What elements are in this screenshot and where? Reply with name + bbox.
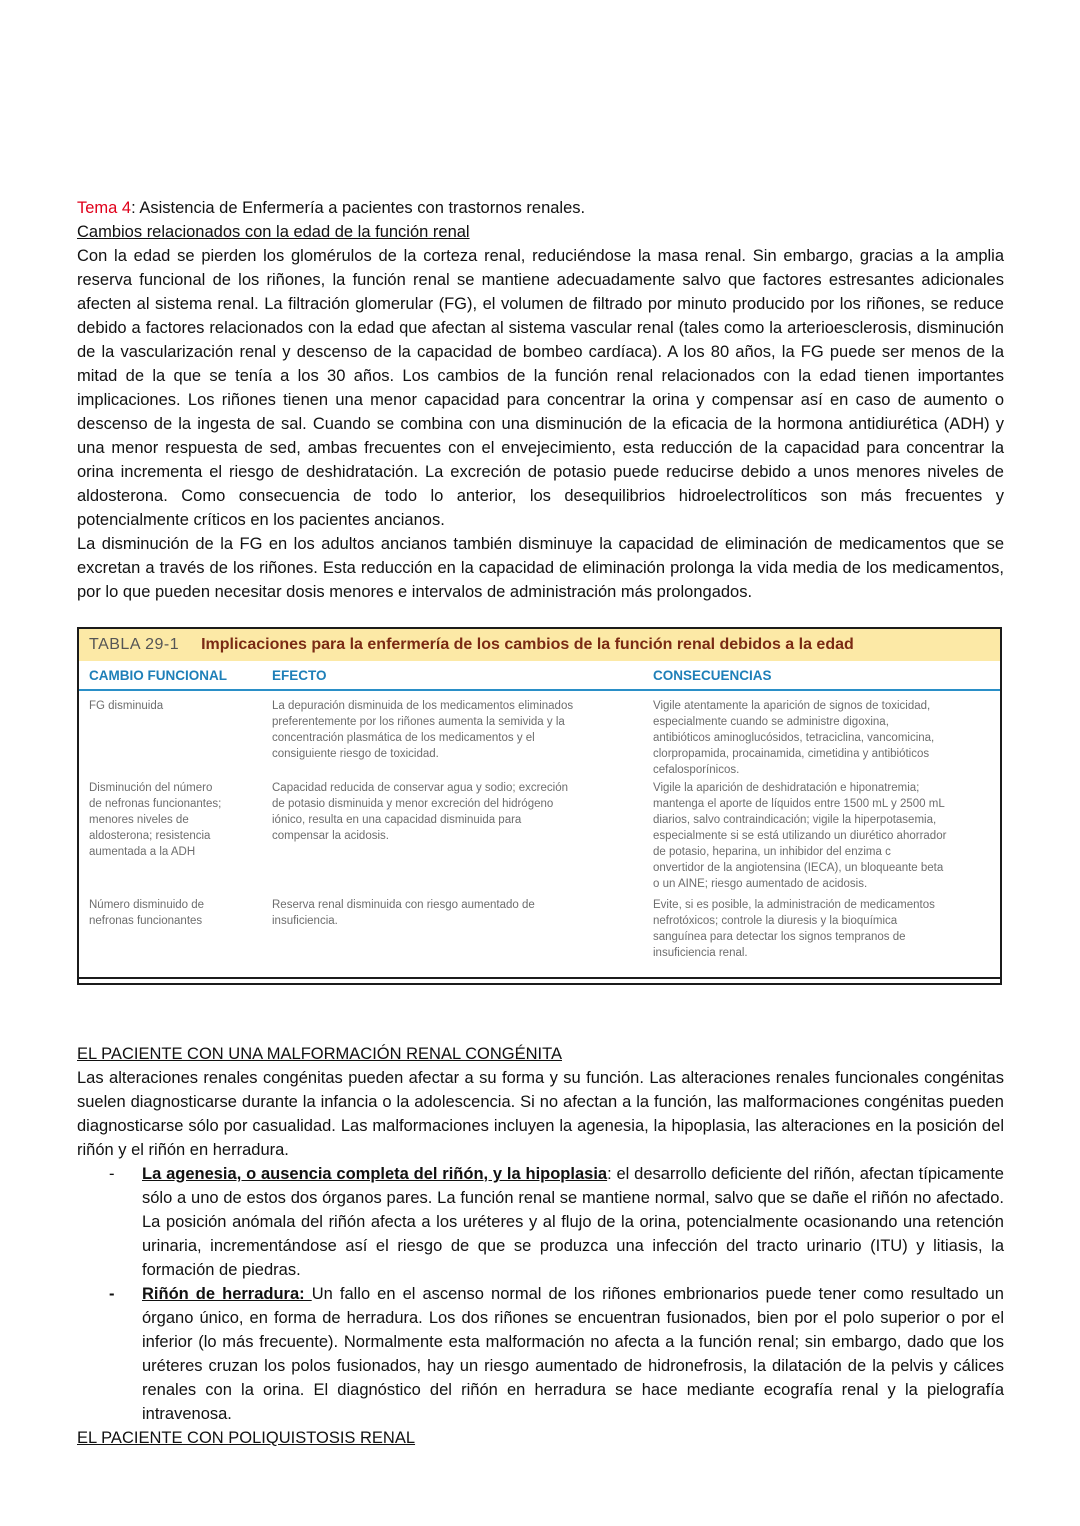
- topic-heading: [77, 196, 1004, 220]
- paragraph-age-changes: Con la edad se pierden los glomérulos de la corteza renal, reduciéndose la masa renal. Sin embargo, gracias a la amplia reserva funcional de los riñones, la función renal se mantiene adecuadamente salvo que factores estresantes adicionales afecten al sistema renal. La filtración glomerular (FG), el volumen de filtrado por minuto producido por los riñones, se reduce debido a factores relacionados con la edad que afectan al sistema vascular renal (tales como la arterioesclerosis, disminución de la vascularización renal y descenso de la capacidad de bombeo cardíaca). A los 80 años, la FG puede ser menos de la mitad de la que se tenía a los 30 años. Los cambios de la función renal relacionados con la edad tienen importantes implicaciones. Los riñones tienen una menor capacidad para concentrar la orina y compensar así en caso de aumento o descenso de la ingesta de sal. Cuando se combina con una disminución de la eficacia de la hormona antidiurética (ADH) y una menor respuesta de sed, ambas frecuentes con el envejecimiento, esta reducción de la capacidad para concentrar la orina incrementa el riesgo de deshidratación. La excreción de potasio puede reducirse debido a unos menores niveles de aldosterona. Como consecuencia de todo lo anterior, los desequilibrios hidroelectrolíticos son más frecuentes y potencialmente críticos en los pacientes ancianos.: [77, 247, 1004, 529]
- table-29-1: [77, 627, 1002, 985]
- table-number: TABLA 29-1: [89, 636, 180, 653]
- list-item-text: Un fallo en el ascenso normal de los riñones embrionarios puede tener como resultado un órgano único, en forma de herradura. Los dos riñones se encuentran fusionados, bien por el polo superior o por el inferior (lo más frecuente). Normalmente esta malformación no afecta a la función renal; sin embargo, dado que los uréteres cruzan los polos fusionados, hay un riesgo aumentado de hidronefrosis, la dilatación de la pelvis y cálices renales con la orina. El diagnóstico del riñón en herradura se hace mediante ecografía renal y la pielografía intravenosa.: [142, 1285, 1004, 1423]
- section-congenital: [77, 1042, 1004, 1450]
- table-row: [79, 897, 1000, 967]
- table-bottom-rule: [79, 977, 1000, 979]
- table-caption: Implicaciones para la enfermería de los cambios de la función renal debidos a la edad: [201, 636, 854, 653]
- list-item-term: La agenesia, o ausencia completa del riñón, y la hipoplasia: [142, 1165, 608, 1183]
- bullet-dash: -: [109, 1285, 115, 1303]
- table-header-row: [79, 661, 1000, 691]
- section-title-congenital: EL PACIENTE CON UNA MALFORMACIÓN RENAL CONGÉNITA: [77, 1045, 562, 1063]
- cell-cambio: Número disminuido de nefronas funcionantes: [89, 899, 205, 927]
- cell-efecto: Capacidad reducida de conservar agua y sodio; excreción de potasio disminuida y menor excreción del hidrógeno iónico, resulta en una capacidad disminuida para compensar la acidosis.: [272, 782, 568, 842]
- topic-title: : Asistencia de Enfermería a pacientes con trastornos renales.: [131, 199, 586, 217]
- cell-consecuencias: Vigile atentamente la aparición de signos de toxicidad, especialmente cuando se administre digoxina, antibióticos aminoglucósidos, tetraciclina, vancomicina, clorpropamida, procainamida, cimetidina y antibióticos cefalosporínicos.: [653, 700, 935, 776]
- list-item-herradura: [77, 1282, 1004, 1426]
- document-body: [77, 196, 1004, 604]
- list-item-agenesia: [77, 1162, 1004, 1282]
- list-item-text: : el desarrollo deficiente del riñón, afectan típicamente sólo a uno de estos dos órganos pares. La función renal se mantiene normal, salvo que se dañe el riñón no afectado. La posición anómala del riñón afecta a los uréteres y al flujo de la orina, potencialmente ocasionando una retención urinaria, incrementándose así el riesgo de que se produzca una infección del tracto urinario (ITU) y litiasis, la formación de piedras.: [142, 1165, 1004, 1279]
- table-title-bar: [79, 629, 1000, 661]
- malformation-list: [77, 1162, 1004, 1426]
- column-header-consecuencias: CONSECUENCIAS: [653, 667, 772, 683]
- cell-efecto: La depuración disminuida de los medicamentos eliminados preferentemente por los riñones aumenta la semivida y la concentración plasmática de los medicamentos y el consiguiente riesgo de toxicidad.: [272, 700, 574, 760]
- cell-cambio: FG disminuida: [89, 700, 164, 712]
- column-header-cambio: CAMBIO FUNCIONAL: [89, 667, 227, 683]
- bullet-dash: -: [109, 1165, 115, 1183]
- cell-consecuencias: Vigile la aparición de deshidratación e hiponatremia; mantenga el aporte de líquidos entre 1500 mL y 2500 mL diarios, salvo contraindicación; vigile la hiperpotasemia, especialmente si se está utilizando un diurético ahorrador de potasio, heparina, un inhibidor del enzima c onvertidor de la angiotensina (IECA), un bloqueante beta o un AINE; riesgo aumentado de acidosis.: [653, 782, 947, 890]
- paragraph-congenital-intro: Las alteraciones renales congénitas pueden afectar a su forma y su función. Las alteraciones renales funcionales congénitas suelen diagnosticarse durante la infancia o la adolescencia. Si no afectan a la función, las malformaciones congénitas pueden diagnosticarse sólo por casualidad. Las malformaciones incluyen la agenesia, la hipoplasia, las alteraciones en la posición del riñón y el riñón en herradura.: [77, 1069, 1004, 1159]
- cell-cambio: Disminución del número de nefronas funcionantes; menores niveles de aldosterona; resistencia aumentada a la ADH: [89, 782, 222, 858]
- cell-efecto: Reserva renal disminuida con riesgo aumentado de insuficiencia.: [272, 899, 535, 927]
- section-title-poliquistosis: EL PACIENTE CON POLIQUISTOSIS RENAL: [77, 1429, 416, 1447]
- column-header-efecto: EFECTO: [272, 667, 327, 683]
- cell-consecuencias: Evite, si es posible, la administración de medicamentos nefrotóxicos; controle la diuresis y la bioquímica sanguínea para detectar los signos tempranos de insuficiencia renal.: [653, 899, 935, 959]
- topic-label: Tema 4: [77, 199, 132, 217]
- paragraph-drug-elimination: La disminución de la FG en los adultos ancianos también disminuye la capacidad de eliminación de medicamentos que se excretan a través de los riñones. Esta reducción en la capacidad de eliminación prolonga la vida media de los medicamentos, por lo que pueden necesitar dosis menores e intervalos de administración más prolongados.: [77, 535, 1004, 601]
- section-title-age-changes: Cambios relacionados con la edad de la función renal: [77, 223, 470, 241]
- list-item-term: Riñón de herradura:: [142, 1285, 312, 1303]
- table-row: [79, 780, 1000, 897]
- table-row: [79, 698, 1000, 780]
